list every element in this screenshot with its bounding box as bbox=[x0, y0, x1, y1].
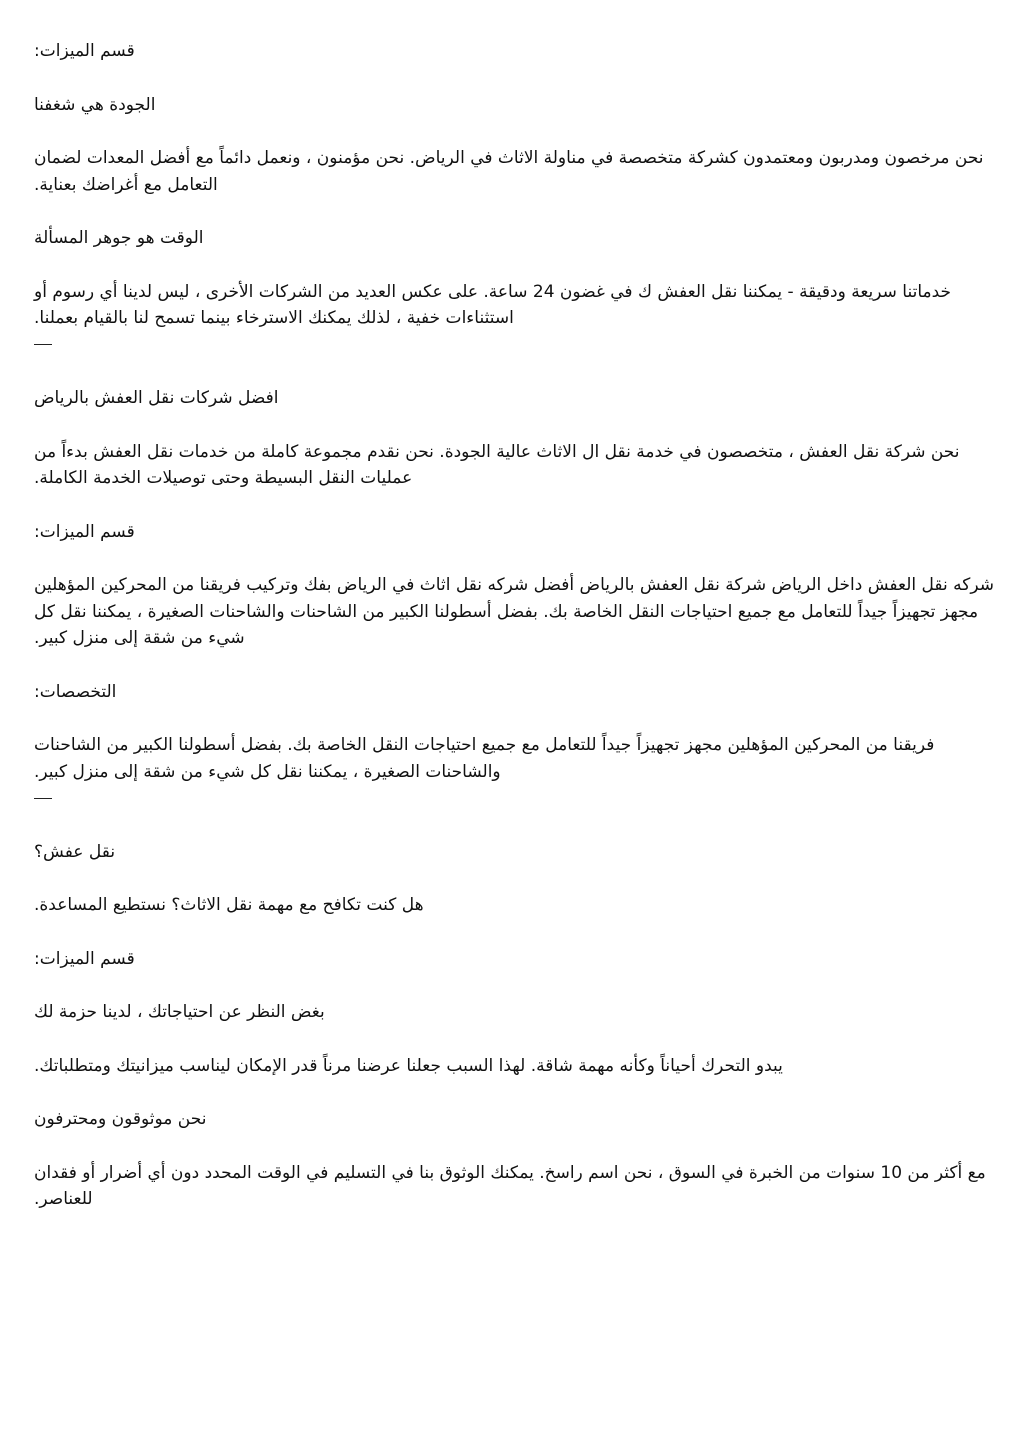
section-heading-best-companies: افضل شركات نقل العفش بالرياض bbox=[34, 388, 279, 408]
section-heading-features: قسم الميزات: bbox=[34, 948, 135, 969]
divider-line bbox=[34, 344, 52, 345]
paragraph-experience: مع أكثر من 10 سنوات من الخبرة في السوق ، نحن اسم راسخ. يمكنك الوثوق بنا في التسليم في الوقت المحدد دون أي أضرار أو فقدان للعناصر. bbox=[34, 1162, 986, 1209]
section-heading-features: قسم الميزات: bbox=[34, 521, 135, 542]
paragraph-can-help: هل كنت تكافح مع مهمة نقل الاثاث؟ نستطيع المساعدة. bbox=[34, 895, 424, 915]
paragraph-fast-services: خدماتنا سريعة ودقيقة - يمكننا نقل العفش ك في غضون 24 ساعة. على عكس العديد من الشركات الأخرى ، ليس لدينا أي رسوم أو استثناءات خفية ، لذلك يمكنك الاسترخاء بينما تسمح لنا بالقيام بعملنا. bbox=[34, 281, 952, 328]
divider-line bbox=[34, 798, 52, 799]
section-heading-moving-question: نقل عفش؟ bbox=[34, 841, 116, 862]
section-heading-specialties: التخصصات: bbox=[34, 681, 117, 702]
paragraph-licensed: نحن مرخصون ومدربون ومعتمدون كشركة متخصصة في مناولة الاثاث في الرياض. نحن مؤمنون ، ونعمل دائماً مع أفضل المعدات لضمان التعامل مع أغراضك بعناية. bbox=[34, 148, 984, 195]
divider bbox=[34, 785, 994, 812]
feature-title-time: الوقت هو جوهر المسألة bbox=[34, 228, 204, 248]
feature-title-reliable: نحن موثوقون ومحترفون bbox=[34, 1109, 207, 1129]
feature-title-quality: الجودة هي شغفنا bbox=[34, 94, 156, 115]
document-body bbox=[34, 38, 994, 1213]
paragraph-flexible-offer: يبدو التحرك أحياناً وكأنه مهمة شاقة. لهذا السبب جعلنا عرضنا مرناً قدر الإمكان ليناسب ميزانيتك ومتطلباتك. bbox=[34, 1055, 783, 1076]
feature-title-package: بغض النظر عن احتياجاتك ، لدينا حزمة لك bbox=[34, 1002, 325, 1022]
divider bbox=[34, 332, 994, 359]
paragraph-company-intro: نحن شركة نقل العفش ، متخصصون في خدمة نقل ال الاثاث عالية الجودة. نحن نقدم مجموعة كاملة من خدمات نقل العفش بدءاً من عمليات النقل البسيطة وحتى توصيلات الخدمة الكاملة. bbox=[34, 441, 960, 488]
paragraph-team: فريقنا من المحركين المؤهلين مجهز تجهيزاً جيداً للتعامل مع جميع احتياجات النقل الخاصة بك. بفضل أسطولنا الكبير من الشاحنات والشاحنات الصغيرة ، يمكننا نقل كل شيء من شقة إلى منزل كبير. bbox=[34, 735, 935, 782]
section-heading-features: قسم الميزات: bbox=[34, 41, 135, 61]
paragraph-riyadh-moving: شركه نقل العفش داخل الرياض شركة نقل العفش بالرياض أفضل شركه نقل اثاث في الرياض بفك وتركيب فريقنا من المحركين المؤهلين مجهز تجهيزاً جيداً للتعامل مع جميع احتياجات النقل الخاصة بك. بفضل أسطولنا الكبير من الشاحنات والشاحنات الصغيرة ، يمكننا نقل كل شيء من شقة إلى منزل كبير. bbox=[34, 575, 994, 648]
